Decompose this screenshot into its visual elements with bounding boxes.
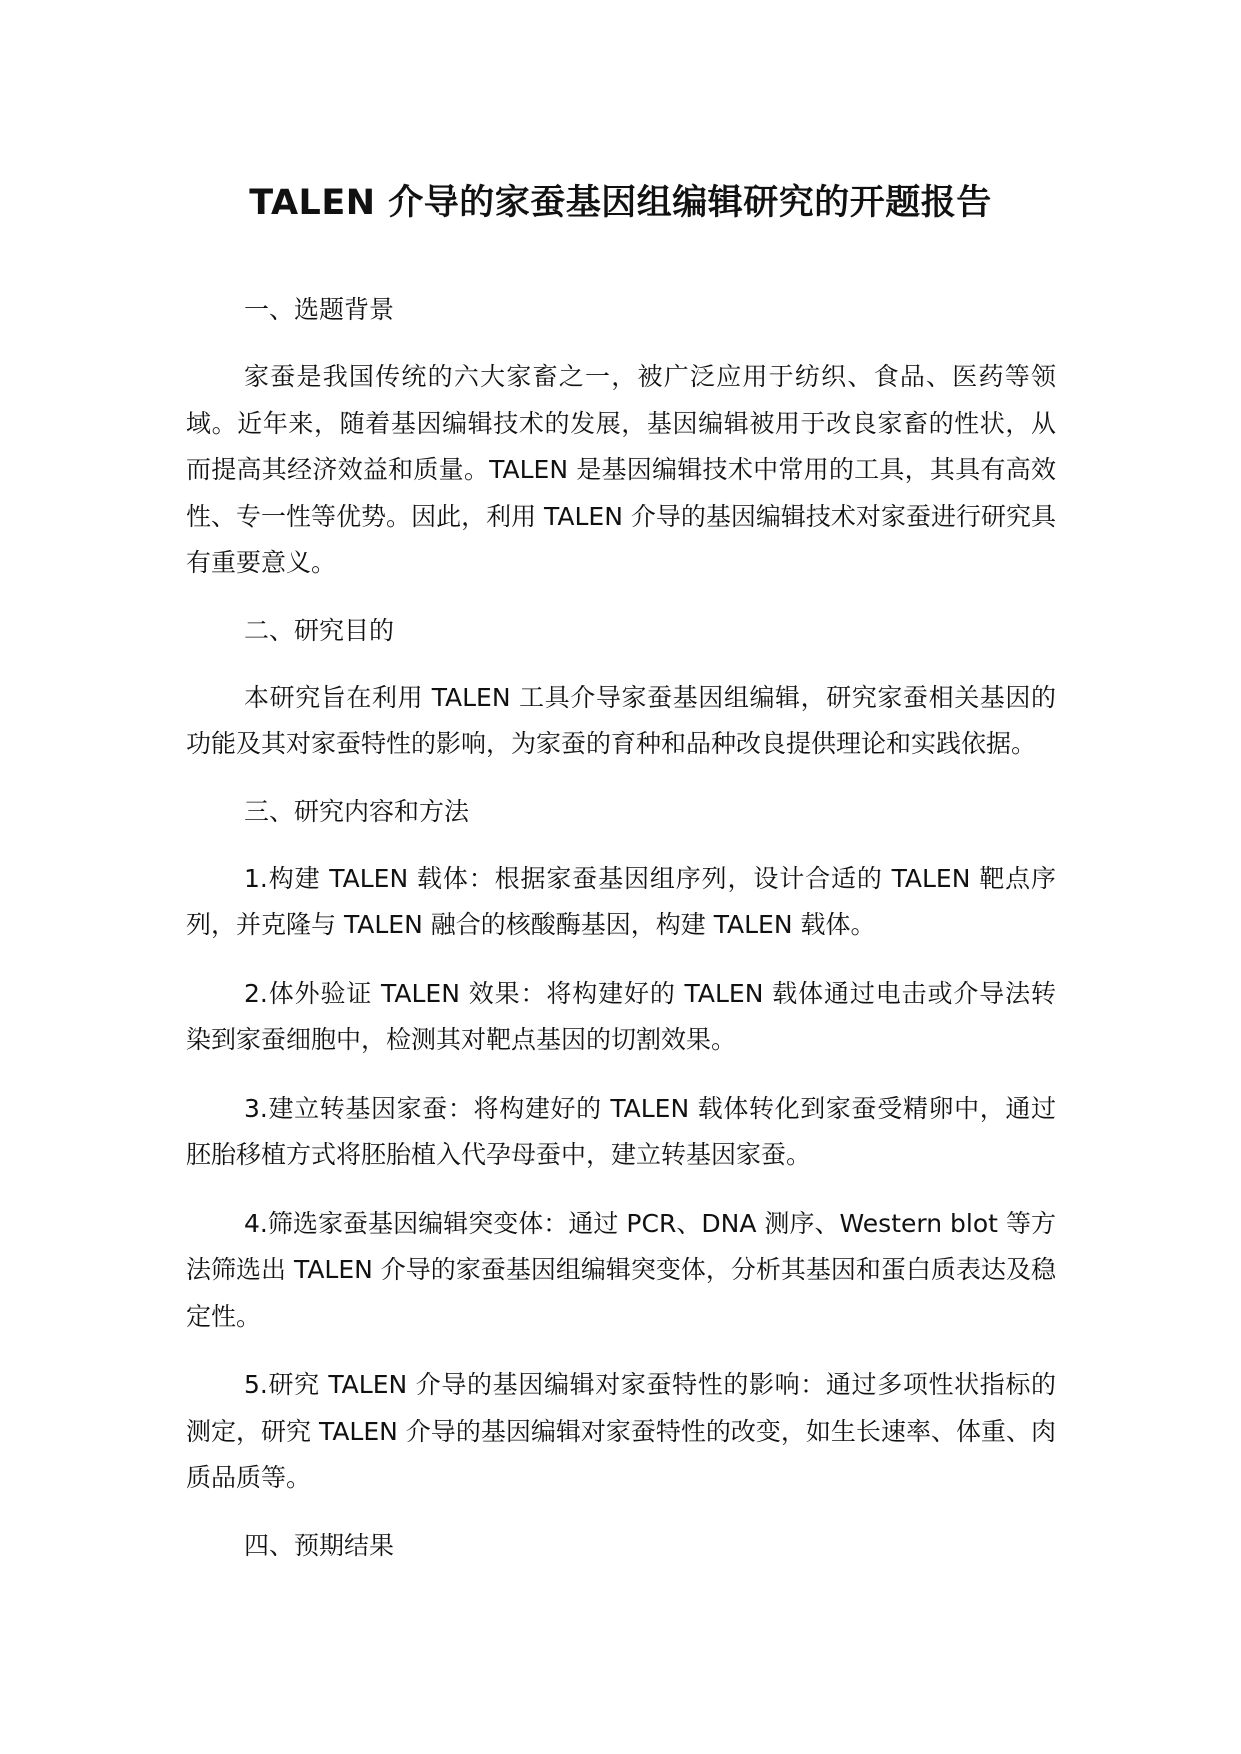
paragraph-method-5: 5.研究 TALEN 介导的基因编辑对家蚕特性的影响：通过多项性状指标的测定，研究 TALEN 介导的基因编辑对家蚕特性的改变，如生长速率、体重、肉质品质等。 [186, 1370, 1056, 1492]
paragraph-background: 家蚕是我国传统的六大家畜之一，被广泛应用于纺织、食品、医药等领域。近年来，随着基因编辑技术的发展，基因编辑被用于改良家畜的性状，从而提高其经济效益和质量。TALEN 是基因编辑技术中常用的工具，其具有高效性、专一性等优势。因此，利用 TALEN 介导的基因编辑技术对家蚕进行研究具有重要意义。 [186, 362, 1056, 577]
section-heading-content-methods: 三、研究内容和方法 [244, 796, 470, 826]
paragraph-method-3: 3.建立转基因家蚕：将构建好的 TALEN 载体转化到家蚕受精卵中，通过胚胎移植方式将胚胎植入代孕母蚕中，建立转基因家蚕。 [186, 1093, 1056, 1169]
paragraph-method-2: 2.体外验证 TALEN 效果：将构建好的 TALEN 载体通过电击或介导法转染到家蚕细胞中，检测其对靶点基因的切割效果。 [186, 978, 1056, 1054]
paragraph-method-4: 4.筛选家蚕基因编辑突变体：通过 PCR、DNA 测序、Western blot 等方法筛选出 TALEN 介导的家蚕基因组编辑突变体，分析其基因和蛋白质表达及稳定性。 [186, 1208, 1056, 1331]
section-heading-purpose: 二、研究目的 [244, 615, 395, 645]
section-heading-background: 一、选题背景 [244, 295, 395, 324]
document-body [186, 288, 1056, 1590]
document-title: TALEN 介导的家蚕基因组编辑研究的开题报告 [249, 183, 992, 223]
section-heading-expected-results: 四、预期结果 [244, 1530, 395, 1560]
paragraph-method-1: 1.构建 TALEN 载体：根据家蚕基因组序列，设计合适的 TALEN 靶点序列，并克隆与 TALEN 融合的核酸酶基因，构建 TALEN 载体。 [186, 863, 1056, 939]
paragraph-purpose: 本研究旨在利用 TALEN 工具介导家蚕基因组编辑，研究家蚕相关基因的功能及其对家蚕特性的影响，为家蚕的育种和品种改良提供理论和实践依据。 [186, 682, 1056, 758]
